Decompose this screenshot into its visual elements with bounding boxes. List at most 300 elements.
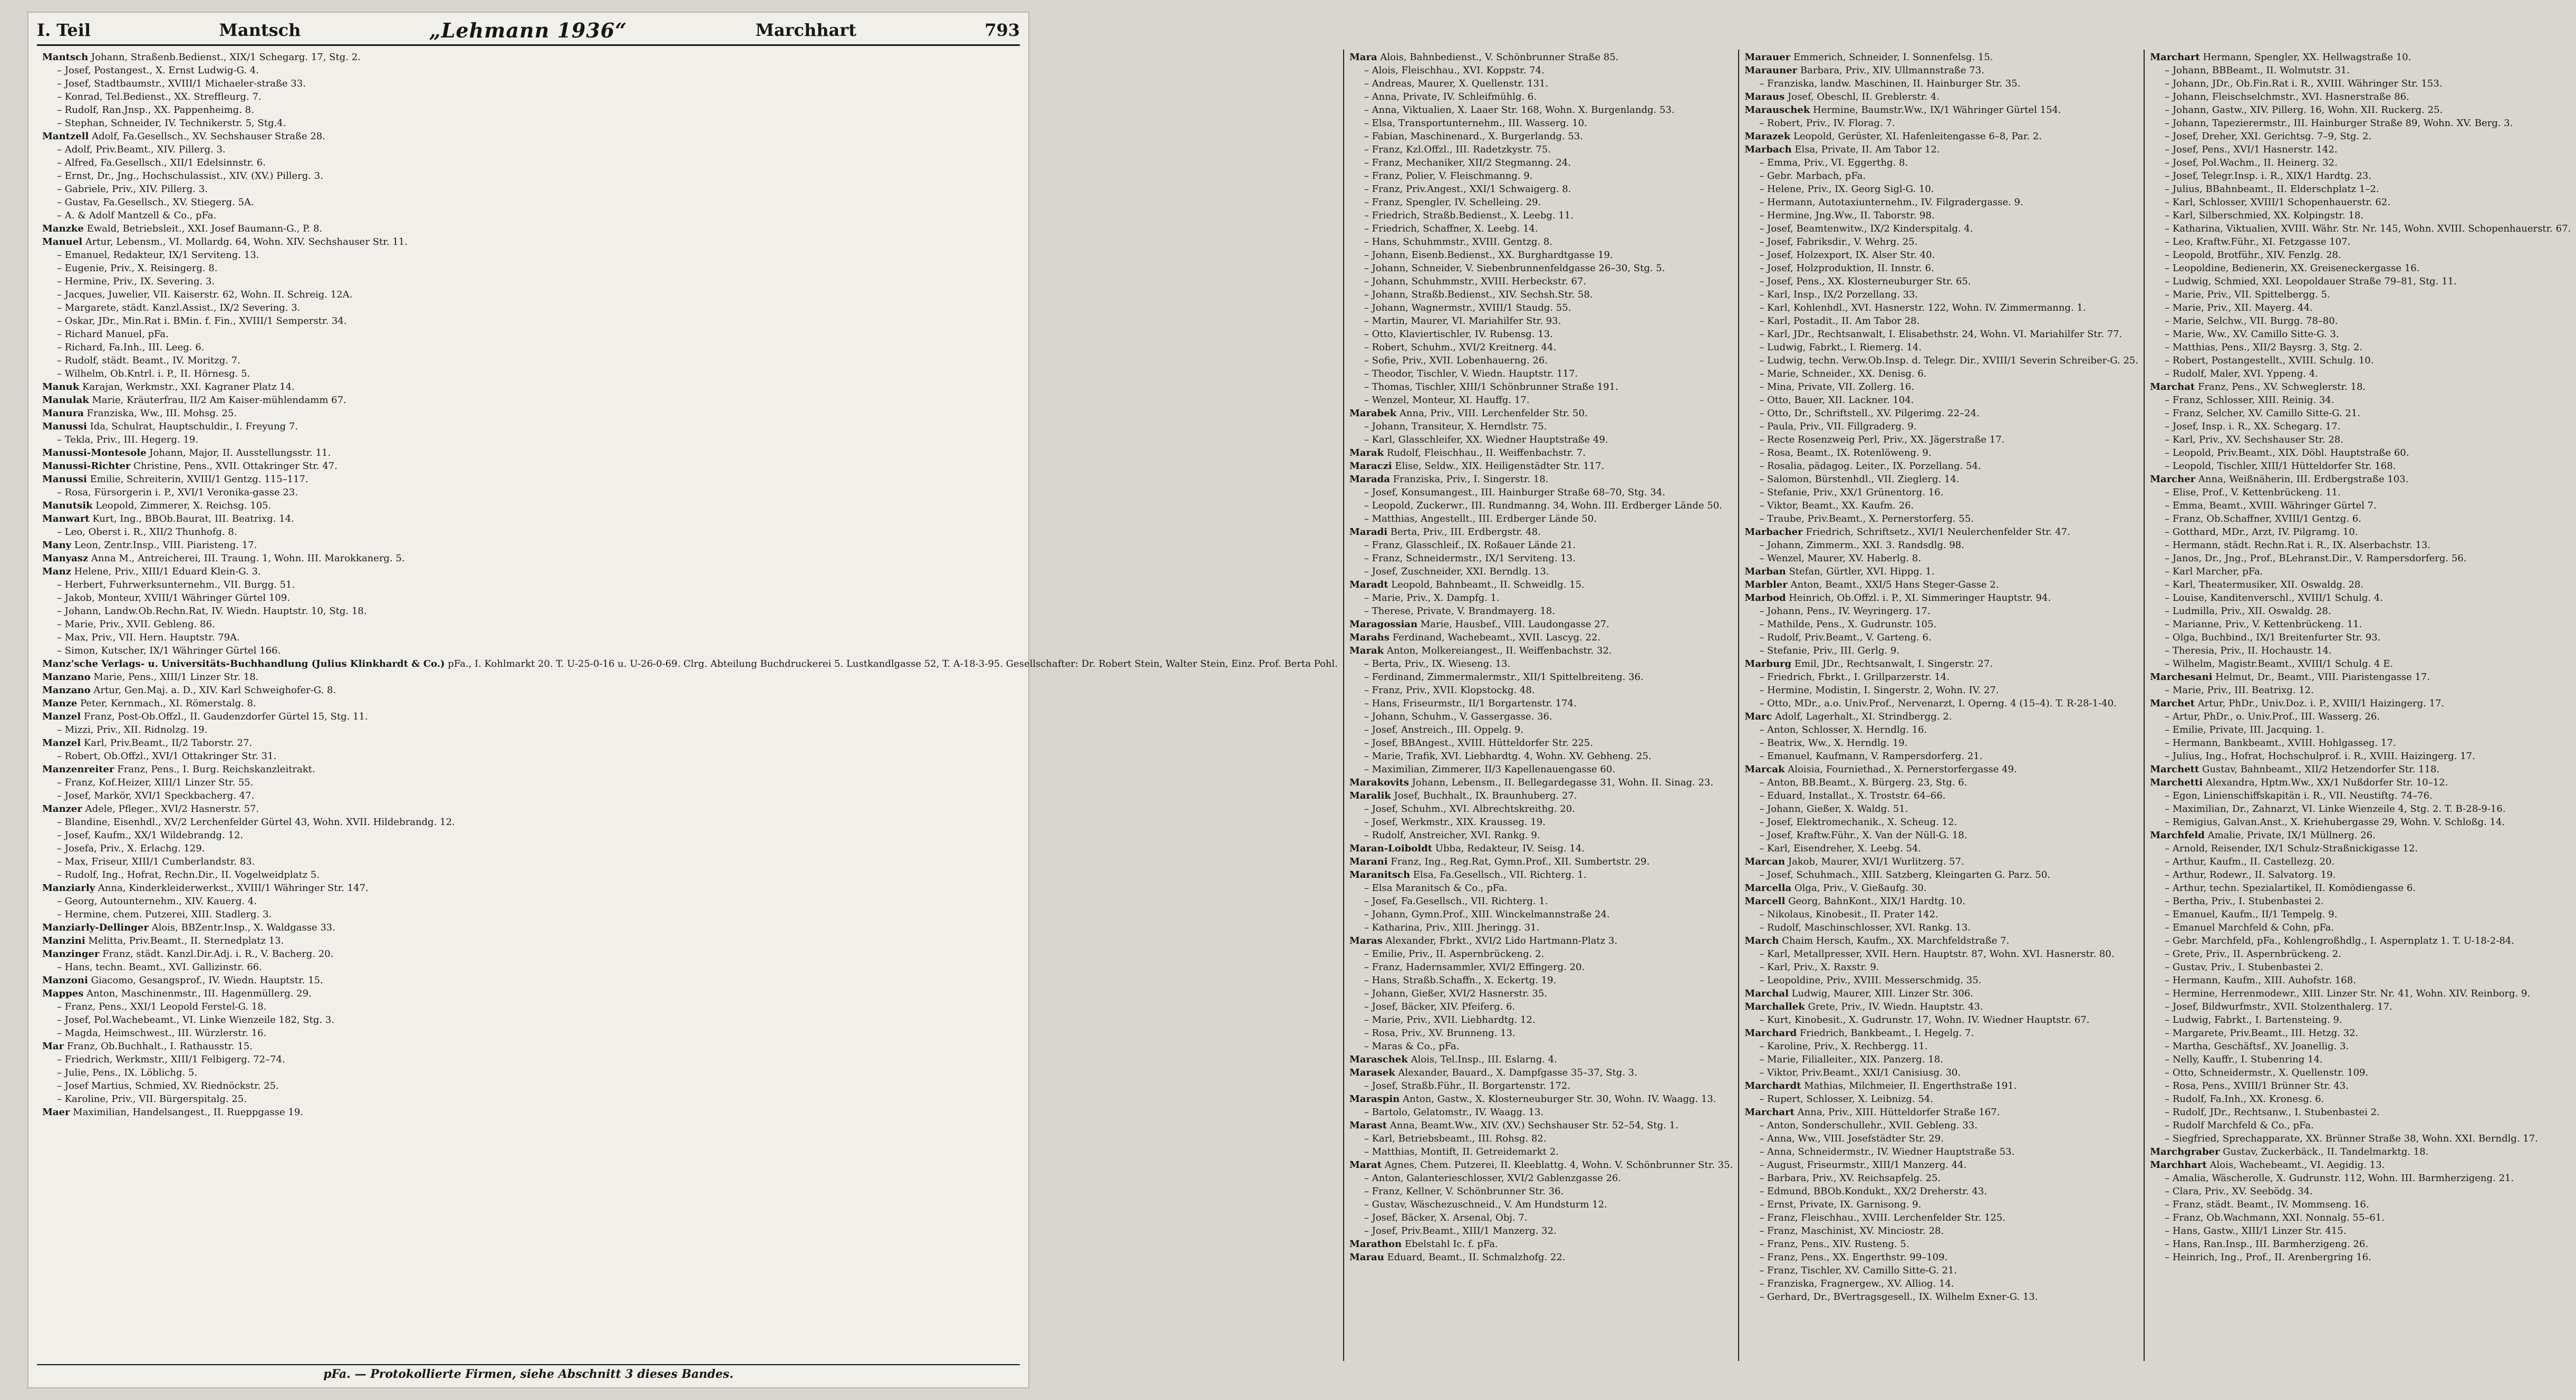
entry-surname: Manutsik xyxy=(42,500,93,511)
repeat-dash: – xyxy=(1364,751,1372,762)
entry-details: Marie, Priv., X. Dampfg. 1. xyxy=(1372,592,1500,603)
directory-entry xyxy=(2150,301,2571,314)
entry-details: Josef, Dreher, XXI. Gerichtsg. 7–9, Stg. 2. xyxy=(2172,131,2371,142)
entry-details: Josef, Insp. i. R., XX. Schegarg. 17. xyxy=(2172,421,2341,432)
entry-surname: Many xyxy=(42,540,72,551)
repeat-dash: – xyxy=(57,830,65,841)
repeat-dash: – xyxy=(1364,658,1372,669)
entry-details: Emilie, Priv., II. Aspernbrückeng. 2. xyxy=(1372,948,1545,960)
entry-details: Rosa, Priv., XV. Brunneng. 13. xyxy=(1372,1028,1516,1039)
repeat-dash: – xyxy=(1364,263,1372,274)
entry-details: Karoline, Priv., VII. Bürgerspitalg. 25. xyxy=(64,1094,247,1105)
repeat-dash: – xyxy=(1759,751,1768,762)
directory-entry xyxy=(1349,130,1733,143)
repeat-dash: – xyxy=(2165,1173,2173,1184)
repeat-dash: – xyxy=(2165,487,2173,498)
entry-details: Alexandra, Hptm.Ww., XX/1 Nußdorfer Str. 10–12. xyxy=(2205,777,2448,788)
directory-entry xyxy=(1349,446,1733,459)
directory-entry xyxy=(1349,1238,1733,1251)
entry-details: Eduard, Installat., X. Troststr. 64–66. xyxy=(1767,790,1946,801)
directory-entry xyxy=(1349,143,1733,156)
directory-entry xyxy=(2150,670,2571,684)
entry-surname: Manussi-Montesole xyxy=(42,447,147,458)
entry-details: Hans, techn. Beamt., XVI. Gallizinstr. 66. xyxy=(64,962,262,973)
entry-details: Johann, Gymn.Prof., XIII. Winckelmannstraße 24. xyxy=(1372,909,1610,920)
directory-entry xyxy=(1349,512,1733,525)
entry-details: Margarete, Priv.Beamt., III. Hetzg. 32. xyxy=(2172,1028,2359,1039)
directory-entry xyxy=(1349,169,1733,183)
directory-entry xyxy=(2150,248,2571,262)
directory-entry xyxy=(2150,446,2571,459)
entry-details: Ebelstahl Ic. f. pFa. xyxy=(1404,1239,1498,1250)
entry-details: Georg, BahnKont., XIX/1 Hardtg. 10. xyxy=(1788,896,1965,907)
directory-entry xyxy=(2150,868,2571,881)
entry-details: Ludwig, techn. Verw.Ob.Insp. d. Telegr. Dir., XVIII/1 Severin Schreiber-G. 25. xyxy=(1767,355,2139,366)
entry-details: Karl, Kohlenhdl., XVI. Hasnerstr. 122, Wohn. IV. Zimmermanng. 1. xyxy=(1767,302,2086,313)
directory-entry xyxy=(42,209,1338,222)
directory-entry xyxy=(2150,1079,2571,1092)
repeat-dash: – xyxy=(1364,368,1372,379)
repeat-dash: – xyxy=(1759,790,1768,801)
directory-entry xyxy=(2150,1053,2571,1066)
directory-entry xyxy=(1349,684,1733,697)
repeat-dash: – xyxy=(1364,698,1372,709)
repeat-dash: – xyxy=(1759,540,1768,551)
entry-details: Hans, Ran.Insp., III. Barmherzigeng. 26. xyxy=(2172,1239,2369,1250)
directory-entry xyxy=(2150,921,2571,934)
entry-details: Helmut, Dr., Beamt., VIII. Piaristengasse 17. xyxy=(2215,672,2430,683)
directory-entry xyxy=(42,618,1338,631)
directory-entry xyxy=(2150,420,2571,433)
entry-details: Johann, Straßb.Bedienst., XIV. Sechsh.Str. 58. xyxy=(1372,289,1593,300)
directory-entry xyxy=(1349,341,1733,354)
directory-entry xyxy=(2150,196,2571,209)
entry-surname: Maer xyxy=(42,1107,70,1118)
repeat-dash: – xyxy=(57,751,65,762)
repeat-dash: – xyxy=(2165,1133,2173,1144)
directory-entry xyxy=(2150,1172,2571,1185)
directory-entry xyxy=(42,262,1338,275)
directory-entry xyxy=(1349,987,1733,1000)
directory-entry xyxy=(42,314,1338,328)
directory-entry xyxy=(1744,90,2138,103)
entry-details: Johann, BBBeamt., II. Wolmutstr. 31. xyxy=(2172,65,2350,76)
directory-entry xyxy=(1349,64,1733,77)
entry-details: Arthur, techn. Spezialartikel, II. Komödiengasse 6. xyxy=(2172,883,2416,894)
entry-surname: Marau xyxy=(1349,1252,1384,1263)
directory-entry xyxy=(1744,51,2138,64)
repeat-dash: – xyxy=(1759,606,1768,617)
directory-entry xyxy=(42,855,1338,868)
entry-details: Anna, Weißnäherin, III. Erdbergstraße 103. xyxy=(2198,474,2409,485)
directory-entry xyxy=(1349,459,1733,473)
entry-details: Franz, Pens., XX. Engerthstr. 99–109. xyxy=(1767,1252,1948,1263)
entry-details: Viktor, Priv.Beamt., XXI/1 Canisiusg. 30. xyxy=(1767,1067,1961,1078)
repeat-dash: – xyxy=(1759,1186,1768,1197)
repeat-dash: – xyxy=(1759,1133,1768,1144)
entry-details: Franz, Priv.Angest., XXI/1 Schwaigerg. 8. xyxy=(1372,184,1571,195)
entry-details: Rudolf Marchfeld & Co., pFa. xyxy=(2172,1120,2314,1131)
repeat-dash: – xyxy=(57,170,65,181)
repeat-dash: – xyxy=(2165,1028,2173,1039)
entry-surname: Marchardt xyxy=(1744,1080,1801,1091)
entry-details: Margarete, städt. Kanzl.Assist., IX/2 Severing. 3. xyxy=(64,302,301,313)
directory-entry xyxy=(2150,618,2571,631)
entry-details: Hermine, Priv., IX. Severing. 3. xyxy=(64,276,215,287)
entry-details: Josef, Telegr.Insp. i. R., XIX/1 Hardtg. 23. xyxy=(2172,170,2371,181)
entry-details: Josef, Pens., XX. Klosterneuburger Str. 65. xyxy=(1767,276,1971,287)
entry-details: Berta, Priv., IX. Wieseng. 13. xyxy=(1372,658,1511,669)
repeat-dash: – xyxy=(1759,236,1768,247)
entry-details: Max, Priv., VII. Hern. Hauptstr. 79A. xyxy=(64,632,240,643)
repeat-dash: – xyxy=(1759,922,1768,933)
entry-details: Magda, Heimschwest., III. Würzlerstr. 16. xyxy=(64,1028,267,1039)
entry-details: Mathilde, Pens., X. Gudrunstr. 105. xyxy=(1767,619,1937,630)
entry-details: Marie, Priv., XVII. Gebleng. 86. xyxy=(64,619,215,630)
repeat-dash: – xyxy=(1759,487,1768,498)
entry-surname: Marchhart xyxy=(2150,1159,2207,1171)
entry-details: Robert, Postangestellt., XVIII. Schulg. 10. xyxy=(2172,355,2374,366)
entry-details: Emma, Priv., VI. Eggerthg. 8. xyxy=(1767,157,1908,168)
entry-details: Josefa, Priv., X. Erlachg. 129. xyxy=(64,843,205,854)
directory-entry xyxy=(42,842,1338,855)
entry-details: Rudolf, Priv.Beamt., V. Garteng. 6. xyxy=(1767,632,1932,643)
entry-details: Rudolf, Maler, XVI. Yppeng. 4. xyxy=(2172,368,2318,379)
repeat-dash: – xyxy=(1759,1120,1768,1131)
directory-entry xyxy=(42,525,1338,539)
entry-details: Alois, Bahnbedienst., V. Schönbrunner Straße 85. xyxy=(1380,52,1619,63)
entry-details: Julius, BBahnbeamt., II. Elderschplatz 1–2. xyxy=(2172,184,2379,195)
entry-details: Anna, Kinderkleiderwerkst., XVIII/1 Währinger Str. 147. xyxy=(98,883,369,894)
repeat-dash: – xyxy=(1364,1173,1372,1184)
entry-details: Theodor, Tischler, V. Wiedn. Hauptstr. 117. xyxy=(1372,368,1578,379)
repeat-dash: – xyxy=(1364,883,1372,894)
directory-entry xyxy=(42,605,1338,618)
directory-entry xyxy=(2150,539,2571,552)
directory-entry xyxy=(1744,1238,2138,1251)
entry-details: Hermine, Jng.Ww., II. Taborstr. 98. xyxy=(1767,210,1935,221)
repeat-dash: – xyxy=(57,843,65,854)
repeat-dash: – xyxy=(57,724,65,735)
entry-details: Jakob, Maurer, XVI/1 Wurlitzerg. 57. xyxy=(1788,856,1964,867)
repeat-dash: – xyxy=(2165,645,2173,656)
entry-details: Johann, Landw.Ob.Rechn.Rat, IV. Wiedn. Hauptstr. 10, Stg. 18. xyxy=(64,606,367,617)
directory-entry xyxy=(42,222,1338,235)
repeat-dash: – xyxy=(57,487,65,498)
repeat-dash: – xyxy=(1759,461,1768,472)
entry-surname: Marchgraber xyxy=(2150,1146,2220,1157)
entry-details: Franz, städt. Kanzl.Dir.Adj. i. R., V. Bacherg. 20. xyxy=(102,948,334,960)
entry-details: Rudolf, Maschinschlosser, XVI. Rankg. 13. xyxy=(1767,922,1971,933)
directory-entry xyxy=(1744,789,2138,802)
repeat-dash: – xyxy=(1364,1199,1372,1210)
entry-details: Franz, Selcher, XV. Camillo Sitte-G. 21. xyxy=(2172,408,2360,419)
directory-entry xyxy=(42,407,1338,420)
directory-entry xyxy=(1349,816,1733,829)
repeat-dash: – xyxy=(1364,553,1372,564)
entry-details: Emma, Beamt., XVIII. Währinger Gürtel 7. xyxy=(2172,500,2377,511)
entry-details: Otto, MDr., a.o. Univ.Prof., Nervenarzt, I. Operng. 4 (15–4). T. R-28-1-40. xyxy=(1767,698,2117,709)
entry-details: Amalia, Wäscherolle, X. Gudrunstr. 112, Wohn. III. Barmherzigeng. 21. xyxy=(2172,1173,2514,1184)
entry-surname: Marban xyxy=(1744,566,1786,577)
entry-details: Franz, Tischler, XV. Camillo Sitte-G. 21. xyxy=(1767,1265,1957,1276)
repeat-dash: – xyxy=(2165,790,2173,801)
directory-entry xyxy=(42,895,1338,908)
directory-entry xyxy=(1349,763,1733,776)
entry-details: Berta, Priv., III. Erdbergstr. 48. xyxy=(1390,526,1541,538)
entry-details: Gerhard, Dr., BVertragsgesell., IX. Wilhelm Exner-G. 13. xyxy=(1767,1291,2038,1302)
entry-details: Johann, Schuhmmstr., XVIII. Herbeckstr. 67. xyxy=(1372,276,1587,287)
repeat-dash: – xyxy=(57,289,65,300)
directory-entry xyxy=(1744,248,2138,262)
entry-details: Josef, Schuhm., XVI. Albrechtskreithg. 20. xyxy=(1372,803,1575,814)
directory-entry xyxy=(42,328,1338,341)
repeat-dash: – xyxy=(2165,1094,2173,1105)
directory-entry xyxy=(2150,103,2571,117)
directory-entry xyxy=(1349,565,1733,578)
directory-entry xyxy=(2150,789,2571,802)
entry-surname: Manzano xyxy=(42,685,91,696)
directory-page xyxy=(27,12,2571,1388)
repeat-dash: – xyxy=(1759,830,1768,841)
repeat-dash: – xyxy=(1364,289,1372,300)
directory-entry xyxy=(1349,499,1733,512)
directory-entry xyxy=(2150,459,2571,473)
repeat-dash: – xyxy=(1759,803,1768,814)
directory-entry xyxy=(1744,1040,2138,1053)
directory-entry xyxy=(1349,697,1733,710)
directory-entry xyxy=(2150,1092,2571,1106)
entry-details: Leopold, Priv.Beamt., XIX. Döbl. Hauptstraße 60. xyxy=(2172,447,2409,458)
entry-details: Josef, Schuhmach., XIII. Satzberg, Kleingarten G. Parz. 50. xyxy=(1767,869,2051,880)
entry-details: Leon, Zentr.Insp., VIII. Piaristeng. 17. xyxy=(74,540,257,551)
directory-entry xyxy=(42,578,1338,591)
directory-entry xyxy=(42,657,1338,670)
directory-entry xyxy=(1744,1277,2138,1290)
directory-entry xyxy=(42,341,1338,354)
repeat-dash: – xyxy=(1759,223,1768,234)
entry-details: Karl, Silberschmied, XX. Kolpingstr. 18. xyxy=(2172,210,2363,221)
directory-entry xyxy=(2150,222,2571,235)
directory-entry xyxy=(42,816,1338,829)
repeat-dash: – xyxy=(2165,592,2173,603)
repeat-dash: – xyxy=(2165,883,2173,894)
directory-entry xyxy=(2150,855,2571,868)
directory-entry xyxy=(1349,605,1733,618)
entry-details: Thomas, Tischler, XIII/1 Schönbrunner Straße 191. xyxy=(1372,381,1618,392)
directory-entry xyxy=(1744,275,2138,288)
part-label: I. Teil xyxy=(37,20,91,40)
directory-entry xyxy=(1744,605,2138,618)
repeat-dash: – xyxy=(2165,263,2173,274)
repeat-dash: – xyxy=(2165,553,2173,564)
entry-details: Katharina, Viktualien, XVIII. Währ. Str. Nr. 145, Wohn. XVIII. Schopenhauerstr. 67. xyxy=(2172,223,2571,234)
entry-details: Marie, Priv., XVII. Liebhardtg. 12. xyxy=(1372,1014,1536,1025)
repeat-dash: – xyxy=(2165,658,2173,669)
repeat-dash: – xyxy=(1364,540,1372,551)
entry-surname: Marbler xyxy=(1744,579,1788,590)
repeat-dash: – xyxy=(1364,184,1372,195)
entry-details: Karl, Schlosser, XVIII/1 Schopenhauerstr. 62. xyxy=(2172,197,2390,208)
entry-details: Mathias, Milchmeier, II. Engerthstraße 191. xyxy=(1804,1080,2017,1091)
directory-entry xyxy=(2150,802,2571,816)
entry-details: Anton, BB.Beamt., X. Bürgerg. 23, Stg. 6. xyxy=(1767,777,1967,788)
repeat-dash: – xyxy=(2165,210,2173,221)
directory-entry xyxy=(1349,974,1733,987)
directory-entry xyxy=(1744,723,2138,736)
directory-entry xyxy=(1744,1066,2138,1079)
entry-details: Gustav, Priv., I. Stubenbastei 2. xyxy=(2172,962,2323,973)
repeat-dash: – xyxy=(1759,1265,1768,1276)
entry-details: Karl, Postadit., II. Am Tabor 28. xyxy=(1767,315,1920,327)
entry-details: Kurt, Ing., BBOb.Baurat, III. Beatrixg. 14. xyxy=(92,513,294,524)
entry-details: Franz, Polier, V. Fleischmanng. 9. xyxy=(1372,170,1533,181)
entry-surname: Mantzell xyxy=(42,131,89,142)
repeat-dash: – xyxy=(1759,500,1768,511)
entry-details: Wenzel, Monteur, XI. Hauffg. 17. xyxy=(1372,395,1530,406)
entry-details: Heinrich, Ing., Prof., II. Arenbergring 16. xyxy=(2172,1252,2371,1263)
entry-details: Jacques, Juwelier, VII. Kaiserstr. 62, Wohn. II. Schreig. 12A. xyxy=(64,289,353,300)
entry-details: Ludwig, Maurer, XIII. Linzer Str. 306. xyxy=(1791,988,1974,999)
directory-entry xyxy=(2150,1000,2571,1013)
directory-entry xyxy=(2150,341,2571,354)
directory-entry xyxy=(1349,525,1733,539)
entry-details: Elsa, Fa.Gesellsch., VII. Richterg. 1. xyxy=(1413,869,1587,880)
directory-entry xyxy=(2150,763,2571,776)
entry-details: Josef, BBAngest., XVIII. Hütteldorfer Str. 225. xyxy=(1372,737,1593,749)
repeat-dash: – xyxy=(57,368,65,379)
entry-details: Leopold, Gerüster, XI. Hafenleitengasse 6–8, Par. 2. xyxy=(1793,131,2042,142)
entry-details: Eugenie, Priv., X. Reisingerg. 8. xyxy=(64,263,218,274)
directory-entry xyxy=(1744,868,2138,881)
directory-entry xyxy=(42,77,1338,90)
directory-entry xyxy=(1744,314,2138,328)
entry-surname: Marchallek xyxy=(1744,1001,1805,1012)
repeat-dash: – xyxy=(1759,1041,1768,1052)
entry-details: Johann, Major, II. Ausstellungsstr. 11. xyxy=(149,447,331,458)
directory-entry xyxy=(1349,235,1733,248)
entry-details: Nelly, Kauffr., I. Stubenring 14. xyxy=(2172,1054,2323,1065)
entry-details: Oskar, JDr., Min.Rat i. BMin. f. Fin., XVIII/1 Semperstr. 34. xyxy=(64,315,347,327)
directory-entry xyxy=(1744,934,2138,947)
entry-details: Johann, Straßenb.Bedienst., XIX/1 Schegarg. 17, Stg. 2. xyxy=(91,52,361,63)
directory-entry xyxy=(1744,1158,2138,1172)
repeat-dash: – xyxy=(2165,197,2173,208)
entry-surname: Manziarly xyxy=(42,883,95,894)
directory-entry xyxy=(2150,552,2571,565)
entry-surname: Marani xyxy=(1349,856,1388,867)
entry-details: Ida, Schulrat, Hauptschuldir., I. Freyung 7. xyxy=(90,421,298,432)
repeat-dash: – xyxy=(57,790,65,801)
entry-details: Anna M., Antreicherei, III. Traung. 1, Wohn. III. Marokkanerg. 5. xyxy=(91,553,405,564)
entry-details: Franziska, Priv., I. Singerstr. 18. xyxy=(1393,474,1549,485)
repeat-dash: – xyxy=(1364,711,1372,722)
entry-details: August, Friseurmstr., XIII/1 Manzerg. 44. xyxy=(1767,1159,1967,1171)
directory-entry xyxy=(42,196,1338,209)
repeat-dash: – xyxy=(1364,276,1372,287)
entry-details: Marie, Trafik, XVI. Liebhardtg. 4, Wohn. XV. Gebheng. 25. xyxy=(1372,751,1652,762)
entry-details: Leo, Oberst i. R., XII/2 Thunhofg. 8. xyxy=(64,526,237,538)
entry-surname: Manziarly-Dellinger xyxy=(42,922,149,933)
directory-entry xyxy=(1349,710,1733,723)
directory-entry xyxy=(2150,1013,2571,1027)
repeat-dash: – xyxy=(57,91,65,102)
directory-entry xyxy=(1349,486,1733,499)
entry-details: Alois, Wachebeamt., VI. Aegidig. 13. xyxy=(2210,1159,2385,1171)
entry-details: Simon, Kutscher, IX/1 Währinger Gürtel 166. xyxy=(64,645,281,656)
repeat-dash: – xyxy=(2165,935,2173,946)
entry-details: Maximilian, Dr., Zahnarzt, VI. Linke Wienzeile 4, Stg. 2. T. B-28-9-16. xyxy=(2172,803,2506,814)
directory-entry xyxy=(42,143,1338,156)
directory-entry xyxy=(1744,776,2138,789)
directory-entry xyxy=(1744,433,2138,446)
entry-details: Gabriele, Priv., XIV. Pillerg. 3. xyxy=(64,184,208,195)
repeat-dash: – xyxy=(2165,540,2173,551)
repeat-dash: – xyxy=(1364,566,1372,577)
directory-entry xyxy=(1349,1119,1733,1132)
entry-details: Marie, Pens., XIII/1 Linzer Str. 18. xyxy=(93,672,259,683)
directory-entry xyxy=(2150,525,2571,539)
entry-details: Siegfried, Sprechapparate, XX. Brünner Straße 38, Wohn. XXI. Berndlg. 17. xyxy=(2172,1133,2538,1144)
directory-entry xyxy=(1744,380,2138,394)
entry-details: Mina, Private, VII. Zollerg. 16. xyxy=(1767,381,1915,392)
entry-details: Helene, Priv., XIII/1 Eduard Klein-G. 3. xyxy=(74,566,261,577)
repeat-dash: – xyxy=(57,869,65,880)
directory-entry xyxy=(1744,1132,2138,1145)
directory-entry xyxy=(1349,1053,1733,1066)
directory-entry xyxy=(1744,77,2138,90)
entry-details: Johann, Zimmerm., XXI. 3. Randsdlg. 98. xyxy=(1767,540,1964,551)
repeat-dash: – xyxy=(1364,91,1372,102)
entry-details: Otto, Dr., Schriftstell., XV. Pilgerimg. 22–24. xyxy=(1767,408,1980,419)
directory-entry xyxy=(1349,1092,1733,1106)
directory-entry xyxy=(1744,591,2138,605)
repeat-dash: – xyxy=(1364,1080,1372,1091)
entry-details: Josef, Konsumangest., III. Hainburger Straße 68–70, Stg. 34. xyxy=(1372,487,1665,498)
page-number: 793 xyxy=(985,20,1020,40)
entry-details: Sofie, Priv., XVII. Lobenhauerng. 26. xyxy=(1372,355,1548,366)
entry-details: Josef, Pol.Wachebeamt., VI. Linke Wienzeile 182, Stg. 3. xyxy=(64,1014,335,1025)
repeat-dash: – xyxy=(2165,1199,2173,1210)
directory-entry xyxy=(1744,565,2138,578)
directory-entry xyxy=(1744,1119,2138,1132)
directory-entry xyxy=(1349,183,1733,196)
repeat-dash: – xyxy=(2165,1186,2173,1197)
entry-surname: Marchart xyxy=(2150,52,2200,63)
directory-entry xyxy=(42,763,1338,776)
entry-surname: Maraspin xyxy=(1349,1094,1400,1105)
directory-entry xyxy=(1349,934,1733,947)
repeat-dash: – xyxy=(1364,803,1372,814)
entry-details: Johann, Eisenb.Bedienst., XX. Burghardtgasse 19. xyxy=(1372,250,1613,261)
repeat-dash: – xyxy=(2165,289,2173,300)
repeat-dash: – xyxy=(2165,1107,2173,1118)
entry-details: Franz, Fleischhau., XVIII. Lerchenfelder Str. 125. xyxy=(1767,1212,2006,1223)
directory-entry xyxy=(1349,77,1733,90)
entry-surname: Manzenreiter xyxy=(42,764,114,775)
entry-surname: Mantsch xyxy=(42,52,89,63)
directory-entry xyxy=(1349,921,1733,934)
entry-surname: Marchfeld xyxy=(2150,830,2205,841)
entry-details: Karl, Theatermusiker, XII. Oswaldg. 28. xyxy=(2172,579,2364,590)
repeat-dash: – xyxy=(1364,830,1372,841)
entry-surname: Marbacher xyxy=(1744,526,1803,538)
repeat-dash: – xyxy=(1759,447,1768,458)
directory-entry xyxy=(1744,631,2138,644)
directory-entry xyxy=(1349,394,1733,407)
directory-entry xyxy=(1349,961,1733,974)
directory-entry xyxy=(1349,328,1733,341)
